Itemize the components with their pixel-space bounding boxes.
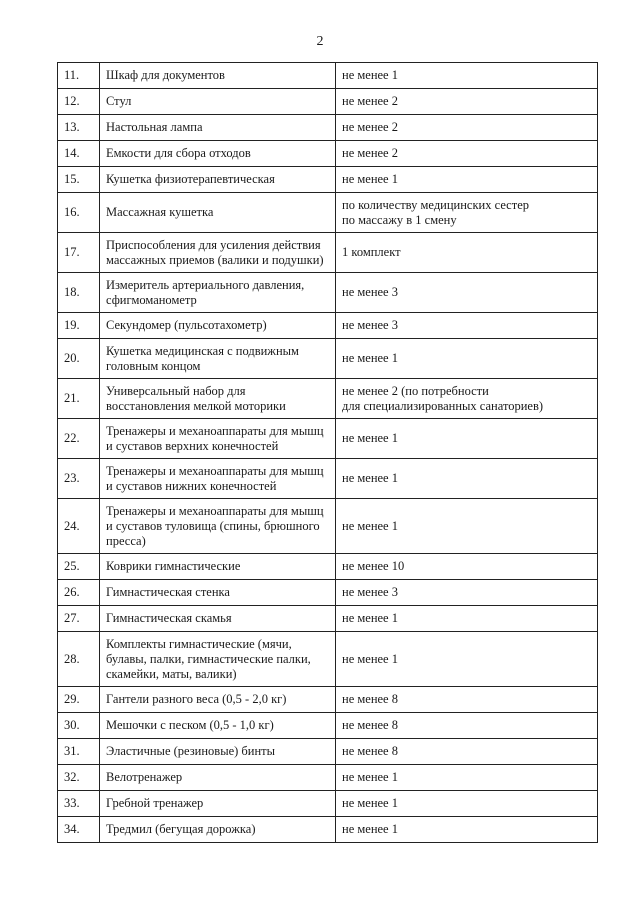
equipment-name: Кушетка физиотерапевтическая [100, 167, 336, 193]
table-row [58, 167, 598, 193]
equipment-quantity: не менее 3 [336, 273, 598, 313]
equipment-name: Шкаф для документов [100, 63, 336, 89]
equipment-name: Гимнастическая скамья [100, 606, 336, 632]
table-row [58, 606, 598, 632]
equipment-name: Гантели разного веса (0,5 - 2,0 кг) [100, 687, 336, 713]
equipment-name: Эластичные (резиновые) бинты [100, 739, 336, 765]
row-number: 16. [58, 193, 100, 233]
equipment-quantity: не менее 1 [336, 63, 598, 89]
equipment-name: Комплекты гимнастические (мячи, булавы, палки, гимнастические палки, скамейки, маты, валики) [100, 632, 336, 687]
equipment-name: Универсальный набор для восстановления мелкой моторики [100, 379, 336, 419]
table-row [58, 632, 598, 687]
equipment-name: Кушетка медицинская с подвижным головным концом [100, 339, 336, 379]
equipment-quantity: не менее 2 [336, 141, 598, 167]
equipment-name: Тредмил (бегущая дорожка) [100, 817, 336, 843]
equipment-quantity: не менее 1 [336, 167, 598, 193]
equipment-table-body [58, 63, 598, 843]
row-number: 15. [58, 167, 100, 193]
row-number: 24. [58, 499, 100, 554]
equipment-name: Измеритель артериального давления, сфигмоманометр [100, 273, 336, 313]
row-number: 28. [58, 632, 100, 687]
equipment-quantity: не менее 1 [336, 765, 598, 791]
table-row [58, 459, 598, 499]
equipment-quantity: не менее 1 [336, 632, 598, 687]
equipment-name: Велотренажер [100, 765, 336, 791]
row-number: 19. [58, 313, 100, 339]
equipment-quantity: не менее 1 [336, 817, 598, 843]
table-row [58, 89, 598, 115]
equipment-name: Массажная кушетка [100, 193, 336, 233]
page-number: 2 [316, 34, 324, 49]
equipment-quantity: не менее 1 [336, 791, 598, 817]
equipment-quantity: не менее 2 (по потребности для специализированных санаториев) [336, 379, 598, 419]
table-row [58, 379, 598, 419]
row-number: 32. [58, 765, 100, 791]
equipment-quantity: не менее 1 [336, 606, 598, 632]
equipment-name: Секундомер (пульсотахометр) [100, 313, 336, 339]
table-row [58, 499, 598, 554]
equipment-quantity: не менее 1 [336, 339, 598, 379]
table-row [58, 339, 598, 379]
equipment-quantity: не менее 8 [336, 713, 598, 739]
equipment-name: Приспособления для усиления действия массажных приемов (валики и подушки) [100, 233, 336, 273]
table-row [58, 817, 598, 843]
table-row [58, 419, 598, 459]
row-number: 31. [58, 739, 100, 765]
table-row [58, 141, 598, 167]
row-number: 23. [58, 459, 100, 499]
table-row [58, 273, 598, 313]
equipment-name: Мешочки с песком (0,5 - 1,0 кг) [100, 713, 336, 739]
equipment-quantity: не менее 1 [336, 499, 598, 554]
equipment-name: Гребной тренажер [100, 791, 336, 817]
row-number: 14. [58, 141, 100, 167]
row-number: 13. [58, 115, 100, 141]
row-number: 33. [58, 791, 100, 817]
equipment-quantity: не менее 3 [336, 580, 598, 606]
table-row [58, 554, 598, 580]
equipment-name: Коврики гимнастические [100, 554, 336, 580]
equipment-quantity: 1 комплект [336, 233, 598, 273]
equipment-name: Гимнастическая стенка [100, 580, 336, 606]
equipment-name: Емкости для сбора отходов [100, 141, 336, 167]
equipment-quantity: по количеству медицинских сестер по массажу в 1 смену [336, 193, 598, 233]
table-row [58, 313, 598, 339]
table-row [58, 687, 598, 713]
table-row [58, 580, 598, 606]
table-row [58, 233, 598, 273]
equipment-quantity: не менее 10 [336, 554, 598, 580]
row-number: 11. [58, 63, 100, 89]
equipment-table [57, 62, 598, 843]
row-number: 34. [58, 817, 100, 843]
row-number: 18. [58, 273, 100, 313]
equipment-name: Тренажеры и механоаппараты для мышц и суставов верхних конечностей [100, 419, 336, 459]
equipment-name: Настольная лампа [100, 115, 336, 141]
table-row [58, 115, 598, 141]
equipment-name: Тренажеры и механоаппараты для мышц и суставов туловища (спины, брюшного пресса) [100, 499, 336, 554]
row-number: 22. [58, 419, 100, 459]
equipment-quantity: не менее 3 [336, 313, 598, 339]
row-number: 30. [58, 713, 100, 739]
table-row [58, 791, 598, 817]
equipment-quantity: не менее 8 [336, 687, 598, 713]
equipment-quantity: не менее 1 [336, 459, 598, 499]
table-row [58, 193, 598, 233]
equipment-quantity: не менее 8 [336, 739, 598, 765]
equipment-quantity: не менее 2 [336, 115, 598, 141]
table-row [58, 765, 598, 791]
row-number: 29. [58, 687, 100, 713]
equipment-name: Стул [100, 89, 336, 115]
equipment-name: Тренажеры и механоаппараты для мышц и суставов нижних конечностей [100, 459, 336, 499]
row-number: 20. [58, 339, 100, 379]
table-row [58, 63, 598, 89]
row-number: 27. [58, 606, 100, 632]
row-number: 21. [58, 379, 100, 419]
table-row [58, 739, 598, 765]
equipment-quantity: не менее 2 [336, 89, 598, 115]
equipment-quantity: не менее 1 [336, 419, 598, 459]
row-number: 17. [58, 233, 100, 273]
row-number: 12. [58, 89, 100, 115]
row-number: 25. [58, 554, 100, 580]
table-row [58, 713, 598, 739]
row-number: 26. [58, 580, 100, 606]
